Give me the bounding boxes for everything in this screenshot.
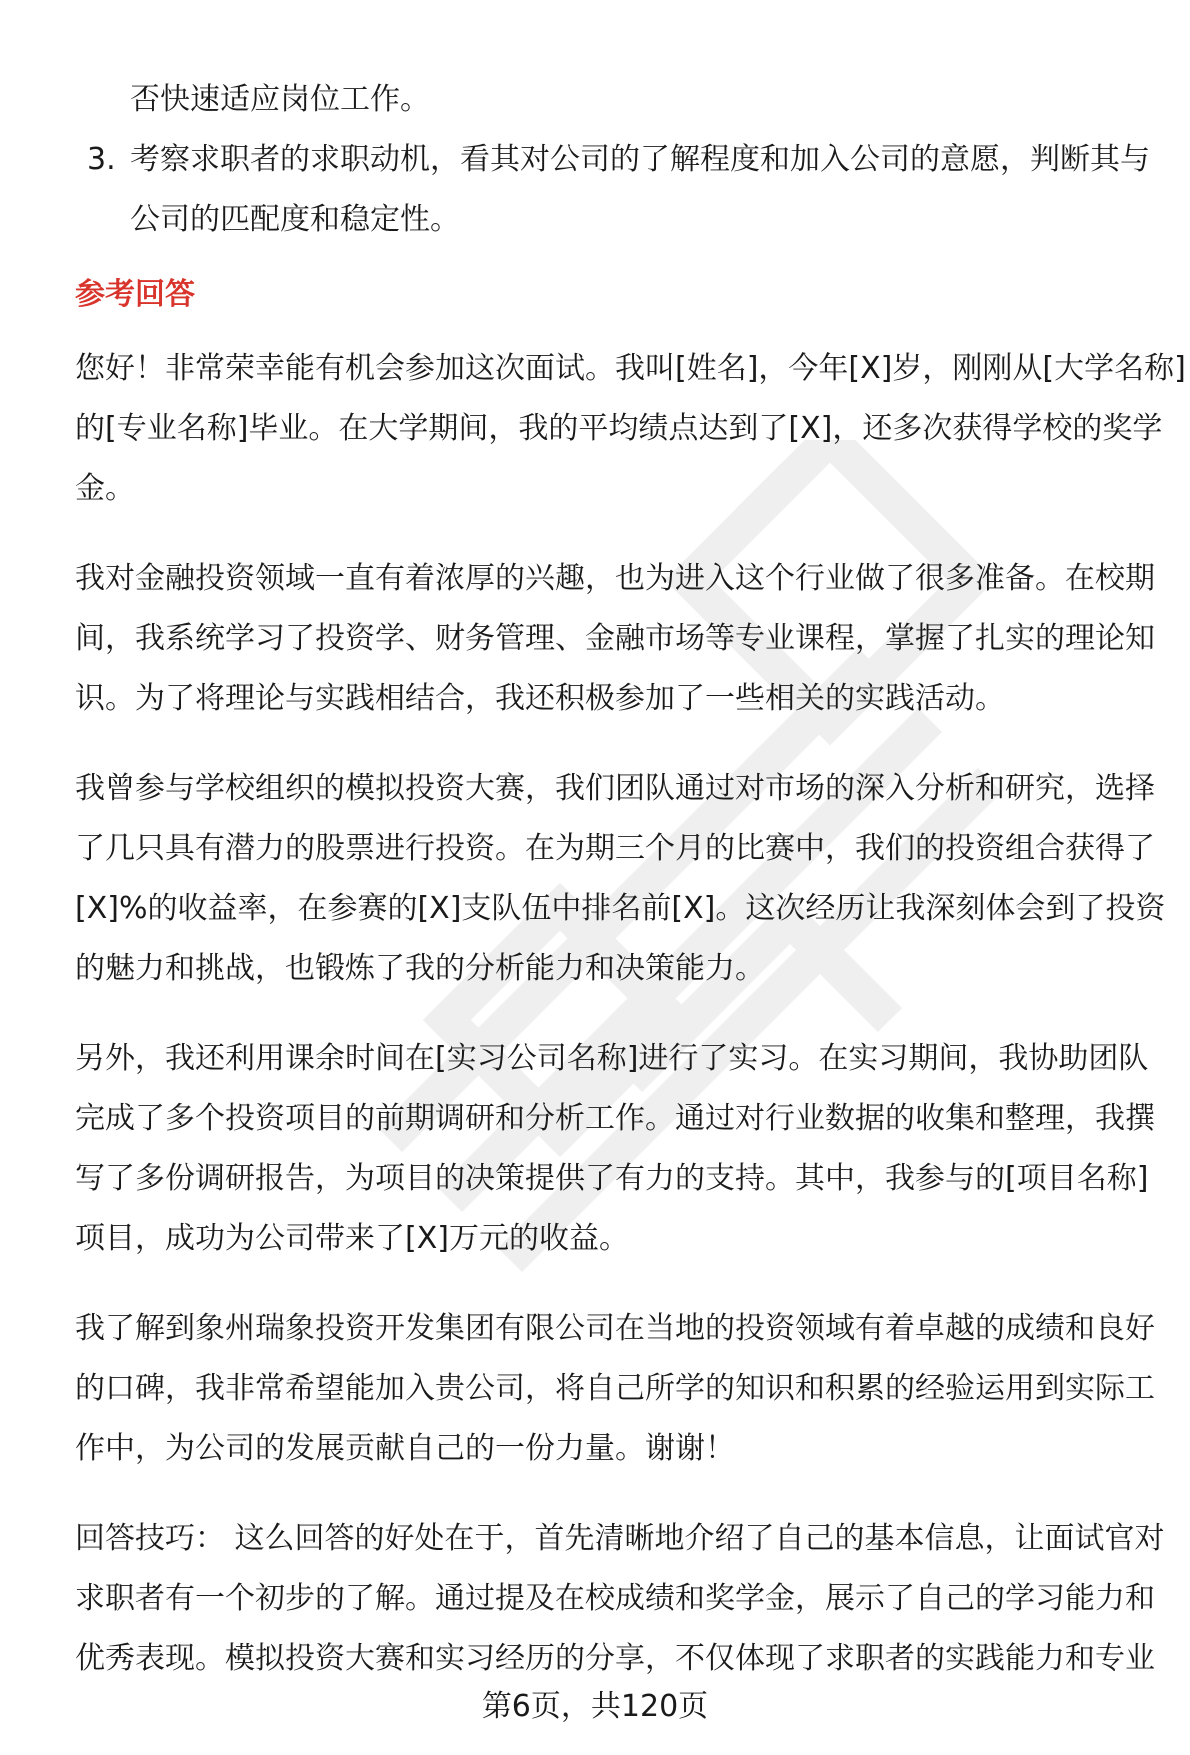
paragraph-line: 项目，成功为公司带来了[X]万元的收益。 bbox=[75, 1221, 629, 1256]
paragraph-line: 的口碑，我非常希望能加入贵公司，将自己所学的知识和积累的经验运用到实际工 bbox=[75, 1371, 1155, 1406]
paragraph-line: 写了多份调研报告，为项目的决策提供了有力的支持。其中，我参与的[项目名称] bbox=[75, 1161, 1149, 1196]
paragraph-line: 我了解到象州瑞象投资开发集团有限公司在当地的投资领域有着卓越的成绩和良好 bbox=[75, 1311, 1155, 1346]
list-item-line: 公司的匹配度和稳定性。 bbox=[130, 202, 460, 237]
paragraph-internship bbox=[75, 1029, 1170, 1269]
paragraph-line: 求职者有一个初步的了解。通过提及在校成绩和奖学金，展示了自己的学习能力和 bbox=[75, 1581, 1155, 1616]
paragraph-competition bbox=[75, 759, 1170, 999]
page-number-footer: 第6页，共120页 bbox=[481, 1689, 709, 1724]
list-item-3 bbox=[75, 130, 1170, 250]
paragraph-line: 我对金融投资领域一直有着浓厚的兴趣，也为进入这个行业做了很多准备。在校期 bbox=[75, 561, 1155, 596]
paragraph-line: 回答技巧： 这么回答的好处在于，首先清晰地介绍了自己的基本信息，让面试官对 bbox=[75, 1521, 1165, 1556]
section-heading: 参考回答 bbox=[75, 277, 195, 312]
paragraph-line: [X]%的收益率，在参赛的[X]支队伍中排名前[X]。这次经历让我深刻体会到了投资 bbox=[75, 891, 1166, 926]
paragraph-line: 作中，为公司的发展贡献自己的一份力量。谢谢！ bbox=[75, 1431, 735, 1466]
list-item-line: 考察求职者的求职动机，看其对公司的了解程度和加入公司的意愿，判断其与 bbox=[130, 142, 1150, 177]
paragraph-line: 间，我系统学习了投资学、财务管理、金融市场等专业课程，掌握了扎实的理论知 bbox=[75, 621, 1155, 656]
paragraph-line: 识。为了将理论与实践相结合，我还积极参加了一些相关的实践活动。 bbox=[75, 681, 1005, 716]
paragraph-line: 完成了多个投资项目的前期调研和分析工作。通过对行业数据的收集和整理，我撰 bbox=[75, 1101, 1155, 1136]
paragraph-line: 我曾参与学校组织的模拟投资大赛，我们团队通过对市场的深入分析和研究，选择 bbox=[75, 771, 1155, 806]
list-item-continuation: 否快速适应岗位工作。 bbox=[130, 82, 430, 117]
paragraph-line: 金。 bbox=[75, 471, 135, 506]
paragraph-line: 的[专业名称]毕业。在大学期间，我的平均绩点达到了[X]，还多次获得学校的奖学 bbox=[75, 411, 1163, 446]
document-body bbox=[75, 70, 1186, 1719]
paragraph-intro bbox=[75, 339, 1186, 519]
paragraph-line: 优秀表现。模拟投资大赛和实习经历的分享，不仅体现了求职者的实践能力和专业 bbox=[75, 1641, 1155, 1676]
paragraph-line: 了几只具有潜力的股票进行投资。在为期三个月的比赛中，我们的投资组合获得了 bbox=[75, 831, 1155, 866]
paragraph-line: 另外，我还利用课余时间在[实习公司名称]进行了实习。在实习期间，我协助团队 bbox=[75, 1041, 1149, 1076]
paragraph-line: 您好！非常荣幸能有机会参加这次面试。我叫[姓名]，今年[X]岁，刚刚从[大学名称] bbox=[75, 351, 1186, 386]
paragraph-line: 的魅力和挑战，也锻炼了我的分析能力和决策能力。 bbox=[75, 951, 765, 986]
paragraph-company bbox=[75, 1299, 1170, 1479]
paragraph-interest bbox=[75, 549, 1170, 729]
paragraph-tips bbox=[75, 1509, 1170, 1689]
list-item-number: 3. bbox=[87, 142, 116, 177]
